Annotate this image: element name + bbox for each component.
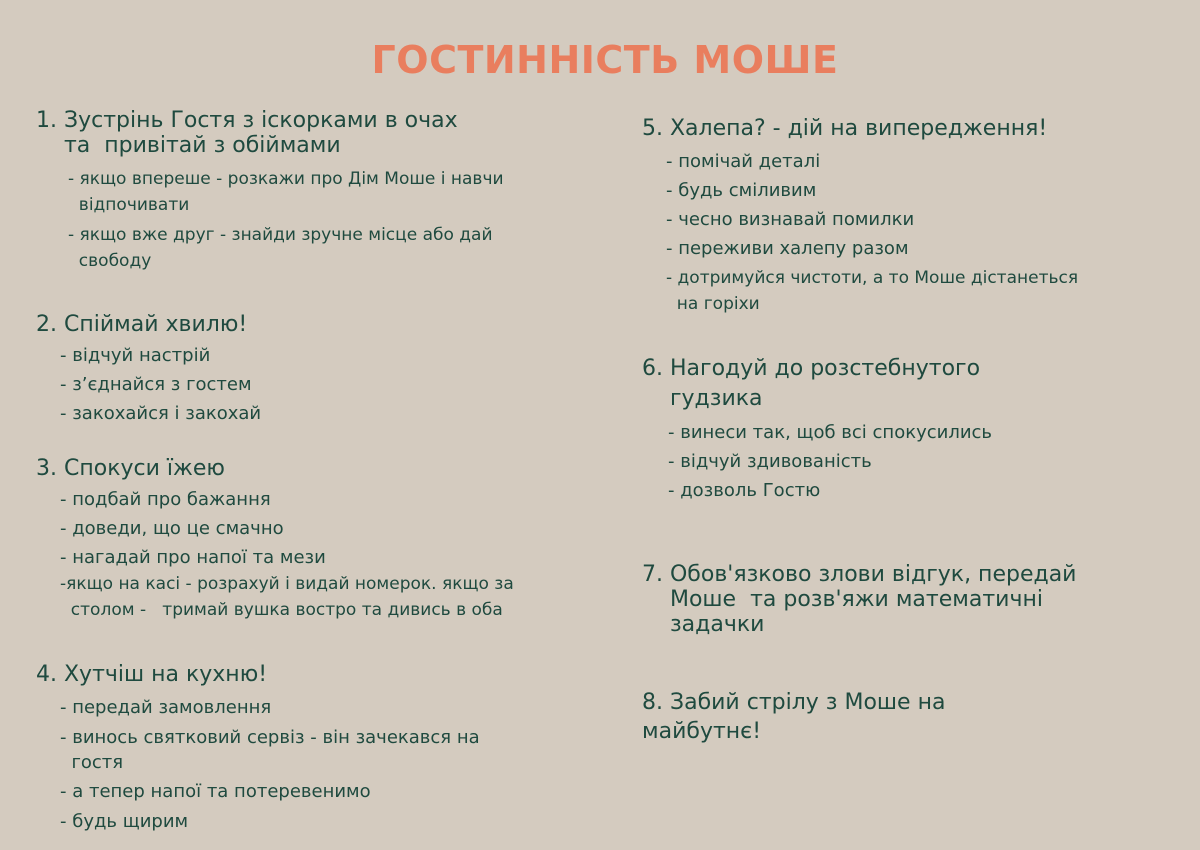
section-8 [642,688,945,746]
section-3 [36,456,514,623]
list-item: - дозволь Гостю [668,480,821,501]
list-item: - відчуй здивованість [668,451,872,472]
section-7 [642,562,1076,637]
section-items [36,487,514,623]
section-items [36,695,480,835]
section-1 [36,108,504,274]
list-item: - доведи, що це смачно [60,518,284,539]
section-2 [36,312,261,427]
section-heading: 3. Спокуси їжею [36,456,225,481]
list-item: - переживи халепу разом [666,238,909,259]
list-item: - будь щирим [60,811,189,832]
list-item: - винеси так, щоб всі спокусились [668,422,993,443]
list-item: - чесно визнавай помилки [666,209,915,230]
list-item: - дотримуйся чистоти, а то Моше дістанеться на горіхи [666,268,1079,314]
page-title: ГОСТИННІСТЬ МОШЕ [371,38,839,82]
section-heading: 7. Обов'язково злови відгук, передай Моше та розв'яжи математичні задачки [642,562,1077,637]
section-heading: 6. Нагодуй до розстебнутого гудзика [642,356,981,411]
section-5 [642,116,1078,317]
list-item: - а тепер напої та потеревенимо [60,781,371,802]
section-items [642,149,1078,317]
list-item: - закохайся і закохай [60,403,262,424]
list-item: - подбай про бажання [60,489,271,510]
list-item: - передай замовлення [60,697,272,718]
list-item: - якщо вже друг - знайди зручне місце або дай свободу [68,225,493,271]
list-item: - якщо впереше - розкажи про Дім Моше і навчи відпочивати [68,169,504,215]
section-heading: 5. Халепа? - дій на випередження! [642,116,1048,141]
section-items [36,166,504,274]
section-heading: 8. Забий стрілу з Моше на майбутнє! [642,690,946,744]
list-item: -якщо на касі - розрахуй і видай номерок. якщо за столом - тримай вушка востро та дивись в оба [60,574,514,620]
section-heading: 2. Спіймай хвилю! [36,312,248,337]
list-item: - нагадай про напої та мези [60,547,326,568]
list-item: - винось святковий сервіз - він зачекався на гостя [60,727,480,773]
section-4 [36,662,480,835]
list-item: - відчуй настрій [60,345,211,366]
section-heading: 1. Зустрінь Гостя з іскорками в очах та привітай з обіймами [36,108,458,158]
section-heading: 4. Хутчіш на кухню! [36,662,268,687]
section-6 [642,354,992,504]
section-items [642,420,992,504]
list-item: - будь сміливим [666,180,817,201]
list-item: - помічай деталі [666,151,821,172]
section-items [36,343,261,427]
list-item: - з’єднайся з гостем [60,374,252,395]
